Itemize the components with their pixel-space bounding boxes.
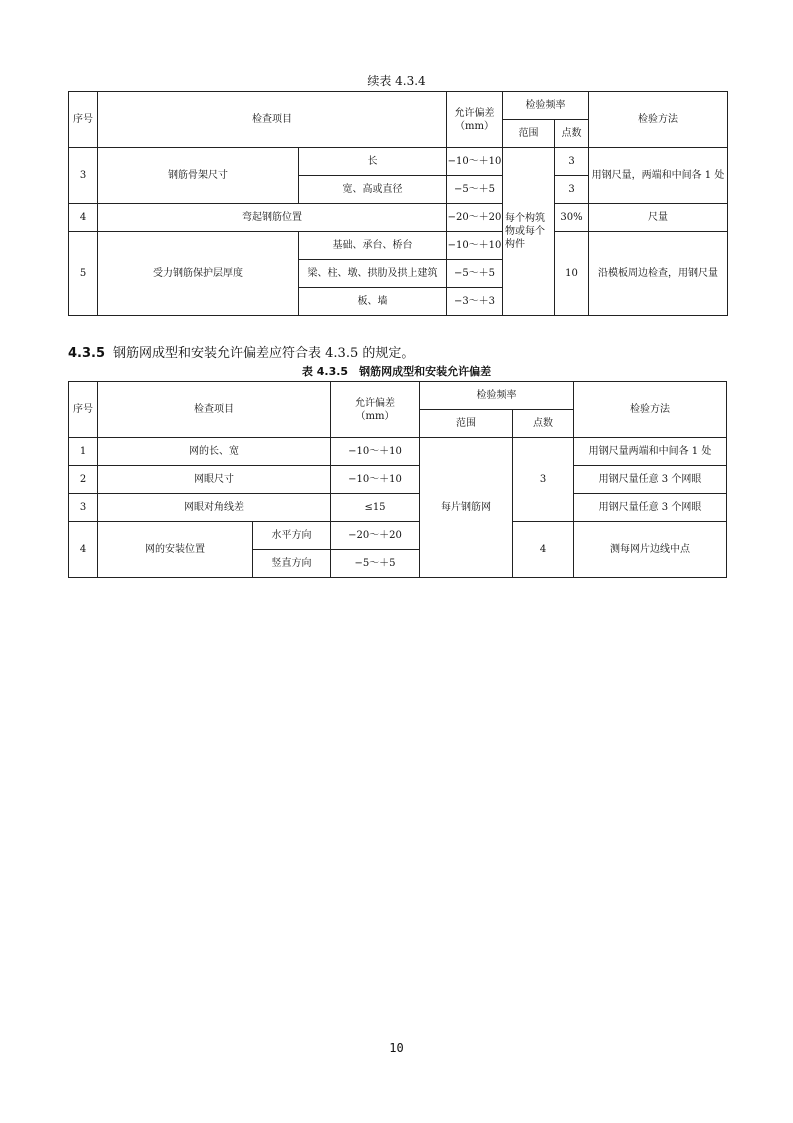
- row4-no: 4: [69, 522, 98, 578]
- row4-pts: 30%: [555, 204, 589, 232]
- row5-method: 沿模板周边检查，用钢尺量: [589, 232, 728, 316]
- range-merged-text: 每个构筑物或每个构件: [505, 213, 545, 250]
- row5-pts: 10: [555, 232, 589, 316]
- table1: [68, 91, 728, 316]
- points-merged: 3: [513, 438, 574, 522]
- header-frequency: 检验频率: [503, 92, 589, 120]
- row4-item: 弯起钢筋位置: [98, 204, 447, 232]
- header-item: 检查项目: [98, 92, 447, 148]
- row5-tol2: −5～＋5: [447, 260, 503, 288]
- row1-method: 用钢尺量两端和中间各 1 处: [574, 438, 727, 466]
- header-range: 范围: [503, 120, 555, 148]
- row3-tol1: −10～＋10: [447, 148, 503, 176]
- table2-caption: 表 4.3.5 钢筋网成型和安装允许偏差: [301, 365, 492, 378]
- row4-tol2: −5～＋5: [331, 550, 420, 578]
- header-tolerance: [447, 92, 503, 148]
- clause-number: 4.3.5: [68, 346, 106, 361]
- header-tolerance-unit: （mm）: [355, 410, 395, 422]
- row4-tol1: −20～＋20: [331, 522, 420, 550]
- row5-tol3: −3～＋3: [447, 288, 503, 316]
- row2-no: 2: [69, 466, 98, 494]
- row3-pts1: 3: [555, 148, 589, 176]
- header-no: 序号: [69, 382, 98, 438]
- header-points: 点数: [513, 410, 574, 438]
- header-range: 范围: [420, 410, 513, 438]
- row5-no: 5: [69, 232, 98, 316]
- row4-sub1: 水平方向: [253, 522, 331, 550]
- row3-item: 钢筋骨架尺寸: [98, 148, 299, 204]
- row3-tol2: −5～＋5: [447, 176, 503, 204]
- row5-tol1: −10～＋10: [447, 232, 503, 260]
- row2-tol: −10～＋10: [331, 466, 420, 494]
- row1-tol: −10～＋10: [331, 438, 420, 466]
- row4-method: 尺量: [589, 204, 728, 232]
- header-tolerance-label: 允许偏差: [454, 107, 495, 119]
- row3-method: 用钢尺量任意 3 个网眼: [574, 494, 727, 522]
- page-number: 10: [389, 1041, 404, 1055]
- row3-method: 用钢尺量，两端和中间各 1 处: [589, 148, 728, 204]
- range-merged: [503, 148, 555, 316]
- row2-item: 网眼尺寸: [98, 466, 331, 494]
- table1-caption: 续表 4.3.4: [367, 74, 426, 88]
- row4-pts: 4: [513, 522, 574, 578]
- header-frequency: 检验频率: [420, 382, 574, 410]
- header-tolerance-unit: （mm）: [455, 120, 494, 132]
- row3-sub1: 长: [299, 148, 447, 176]
- row3-no: 3: [69, 494, 98, 522]
- row3-sub2: 宽、高或直径: [299, 176, 447, 204]
- clause-paragraph: [68, 342, 414, 361]
- row3-tol: ≤15: [331, 494, 420, 522]
- header-tolerance-label: 允许偏差: [355, 397, 395, 409]
- row3-item: 网眼对角线差: [98, 494, 331, 522]
- header-item: 检查项目: [98, 382, 331, 438]
- row4-item: 网的安装位置: [98, 522, 253, 578]
- row3-no: 3: [69, 148, 98, 204]
- row5-sub2: 梁、柱、墩、拱肋及拱上建筑: [299, 260, 447, 288]
- row2-method: 用钢尺量任意 3 个网眼: [574, 466, 727, 494]
- row4-sub2: 竖直方向: [253, 550, 331, 578]
- header-method: 检验方法: [589, 92, 728, 148]
- row4-method: 测每网片边线中点: [574, 522, 727, 578]
- row4-no: 4: [69, 204, 98, 232]
- row3-pts2: 3: [555, 176, 589, 204]
- row5-sub3: 板、墙: [299, 288, 447, 316]
- range-merged: 每片钢筋网: [420, 438, 513, 578]
- header-points: 点数: [555, 120, 589, 148]
- row1-no: 1: [69, 438, 98, 466]
- row5-sub1: 基础、承台、桥台: [299, 232, 447, 260]
- header-tolerance: [331, 382, 420, 438]
- row4-tol: −20～＋20: [447, 204, 503, 232]
- clause-text: 钢筋网成型和安装允许偏差应符合表 4.3.5 的规定。: [113, 346, 415, 361]
- table2: [68, 381, 727, 578]
- row1-item: 网的长、宽: [98, 438, 331, 466]
- row5-item: 受力钢筋保护层厚度: [98, 232, 299, 316]
- header-method: 检验方法: [574, 382, 727, 438]
- header-no: 序号: [69, 92, 98, 148]
